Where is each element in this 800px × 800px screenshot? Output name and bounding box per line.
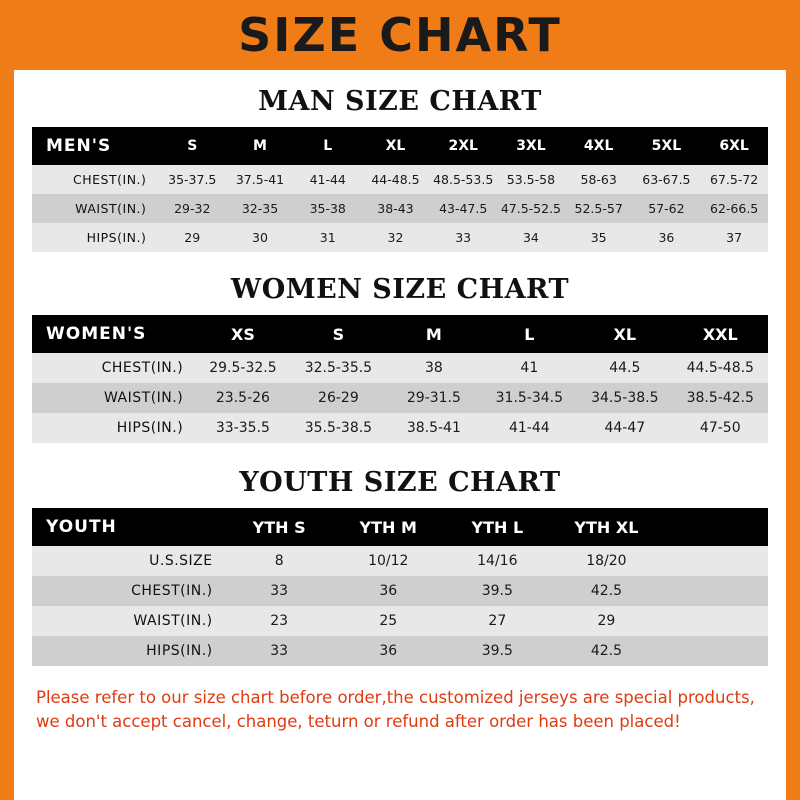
table-cell: 26-29 <box>318 390 359 406</box>
table-cell: 48.5-53.5 <box>433 172 494 187</box>
women-table-body <box>32 353 768 443</box>
men-col-5xl: 5XL <box>651 138 682 154</box>
table-header-row <box>32 315 768 353</box>
table-cell: 23 <box>270 613 289 629</box>
youth-col-xl: YTH XL <box>574 517 639 537</box>
table-cell: 62-66.5 <box>710 201 759 216</box>
table-cell: 32 <box>387 230 404 245</box>
women-header-label: WOMEN'S <box>46 324 147 344</box>
table-cell: 25 <box>379 613 398 629</box>
table-cell: 35-37.5 <box>168 172 217 187</box>
table-cell: 44.5 <box>609 360 641 376</box>
chart-content <box>14 86 786 734</box>
youth-col-l: YTH L <box>471 517 524 537</box>
youth-col-spacer <box>661 508 768 546</box>
women-row-label-chest: CHEST(IN.) <box>101 360 184 376</box>
table-cell: 44-48.5 <box>371 172 420 187</box>
table-cell: 57-62 <box>648 201 685 216</box>
men-size-table <box>32 127 768 252</box>
table-cell: 38.5-41 <box>406 420 461 436</box>
table-cell: 44-47 <box>604 420 646 436</box>
table-cell: 33 <box>270 643 289 659</box>
table-cell: 41-44 <box>508 420 550 436</box>
men-col-xl: XL <box>385 138 406 154</box>
table-cell: 32.5-35.5 <box>304 360 373 376</box>
table-cell: 14/16 <box>477 553 518 569</box>
women-table-header <box>32 315 768 353</box>
order-notice-line-2: we don't accept cancel, change, teturn or refund after order has been placed! <box>36 711 681 731</box>
table-cell: 44.5-48.5 <box>686 360 754 376</box>
table-cell: 38 <box>424 360 443 376</box>
youth-section-title: YOUTH SIZE CHART <box>239 467 561 498</box>
table-cell: 37.5-41 <box>235 172 285 187</box>
table-header-row <box>32 508 768 546</box>
table-cell: 29-31.5 <box>406 390 461 406</box>
men-table-body <box>32 165 768 252</box>
women-row-label-waist: WAIST(IN.) <box>103 390 184 406</box>
table-cell: 37 <box>726 230 743 245</box>
men-col-3xl: 3XL <box>516 138 546 154</box>
table-cell: 29 <box>184 230 201 245</box>
table-row <box>32 606 768 636</box>
men-row-label-waist: WAIST(IN.) <box>75 201 147 216</box>
women-col-s: S <box>332 324 345 344</box>
men-col-s: S <box>187 138 198 154</box>
table-cell: 35 <box>590 230 607 245</box>
youth-row-label-hips: HIPS(IN.) <box>146 643 213 659</box>
table-cell: 34 <box>522 230 539 245</box>
women-col-l: L <box>524 324 535 344</box>
table-cell: 35-38 <box>309 201 346 216</box>
table-cell: 36 <box>658 230 675 245</box>
table-cell: 29-32 <box>174 201 211 216</box>
women-size-table <box>32 315 768 443</box>
page-banner <box>0 0 800 70</box>
table-cell: 58-63 <box>580 172 617 187</box>
table-cell-spacer <box>661 546 768 576</box>
table-row <box>32 413 768 443</box>
table-cell: 63-67.5 <box>642 172 691 187</box>
order-notice <box>36 686 764 734</box>
table-cell: 29.5-32.5 <box>209 360 277 376</box>
table-cell: 32-35 <box>241 201 279 216</box>
youth-table-body <box>32 546 768 666</box>
youth-header-label: YOUTH <box>46 517 117 537</box>
table-cell: 47-50 <box>699 420 741 436</box>
table-cell: 34.5-38.5 <box>591 390 659 406</box>
table-cell: 41-44 <box>309 172 346 187</box>
men-col-m: M <box>253 138 267 154</box>
table-cell: 33 <box>455 230 472 245</box>
youth-row-label-ussize: U.S.SIZE <box>149 553 213 569</box>
table-row <box>32 383 768 413</box>
table-cell: 36 <box>379 583 398 599</box>
table-row <box>32 576 768 606</box>
youth-col-s: YTH S <box>252 517 306 537</box>
youth-col-m: YTH M <box>359 517 417 537</box>
youth-row-label-chest: CHEST(IN.) <box>131 583 213 599</box>
table-cell: 52.5-57 <box>574 201 623 216</box>
table-cell: 23.5-26 <box>215 390 270 406</box>
table-cell: 18/20 <box>586 553 627 569</box>
men-header-label: MEN'S <box>46 136 112 156</box>
table-cell: 30 <box>252 230 268 245</box>
women-section-title: WOMEN SIZE CHART <box>230 274 570 305</box>
table-cell: 33 <box>270 583 289 599</box>
women-col-xxl: XXL <box>702 324 738 344</box>
table-cell: 38-43 <box>377 201 414 216</box>
table-cell: 39.5 <box>481 643 513 659</box>
table-cell: 42.5 <box>590 583 622 599</box>
table-cell: 47.5-52.5 <box>500 201 562 216</box>
table-cell: 43-47.5 <box>439 201 488 216</box>
men-col-6xl: 6XL <box>719 138 749 154</box>
youth-size-table <box>32 508 768 666</box>
men-col-l: L <box>323 138 333 154</box>
men-section-title: MAN SIZE CHART <box>258 86 542 117</box>
page-title: SIZE CHART <box>238 8 562 62</box>
table-row <box>32 636 768 666</box>
table-cell: 8 <box>274 553 284 569</box>
table-cell: 39.5 <box>481 583 513 599</box>
men-row-label-chest: CHEST(IN.) <box>73 172 147 187</box>
women-row-label-hips: HIPS(IN.) <box>116 420 184 436</box>
table-cell: 42.5 <box>590 643 622 659</box>
table-row <box>32 223 768 252</box>
men-col-4xl: 4XL <box>583 138 614 154</box>
table-cell: 41 <box>520 360 539 376</box>
table-cell-spacer <box>661 636 768 666</box>
table-cell-spacer <box>661 576 768 606</box>
table-row <box>32 194 768 223</box>
table-row <box>32 165 768 194</box>
table-cell-spacer <box>661 606 768 636</box>
women-col-xs: XS <box>230 324 255 344</box>
table-cell: 53.5-58 <box>506 172 556 187</box>
women-col-xl: XL <box>613 324 637 344</box>
table-cell: 67.5-72 <box>710 172 759 187</box>
youth-row-label-waist: WAIST(IN.) <box>133 613 213 629</box>
table-cell: 27 <box>488 613 507 629</box>
table-cell: 38.5-42.5 <box>686 390 754 406</box>
table-cell: 10/12 <box>368 553 409 569</box>
men-col-2xl: 2XL <box>448 138 478 154</box>
table-cell: 36 <box>379 643 398 659</box>
table-header-row <box>32 127 768 165</box>
table-cell: 31 <box>319 230 336 245</box>
order-notice-line-1: Please refer to our size chart before order,the customized jerseys are special products, <box>36 688 755 707</box>
table-cell: 29 <box>597 613 616 629</box>
table-row <box>32 353 768 383</box>
table-cell: 35.5-38.5 <box>304 420 373 436</box>
men-row-label-hips: HIPS(IN.) <box>86 230 147 245</box>
table-cell: 33-35.5 <box>215 420 270 436</box>
youth-table-header <box>32 508 768 546</box>
table-cell: 31.5-34.5 <box>495 390 564 406</box>
table-row <box>32 546 768 576</box>
men-table-header <box>32 127 768 165</box>
women-col-m: M <box>425 324 442 344</box>
